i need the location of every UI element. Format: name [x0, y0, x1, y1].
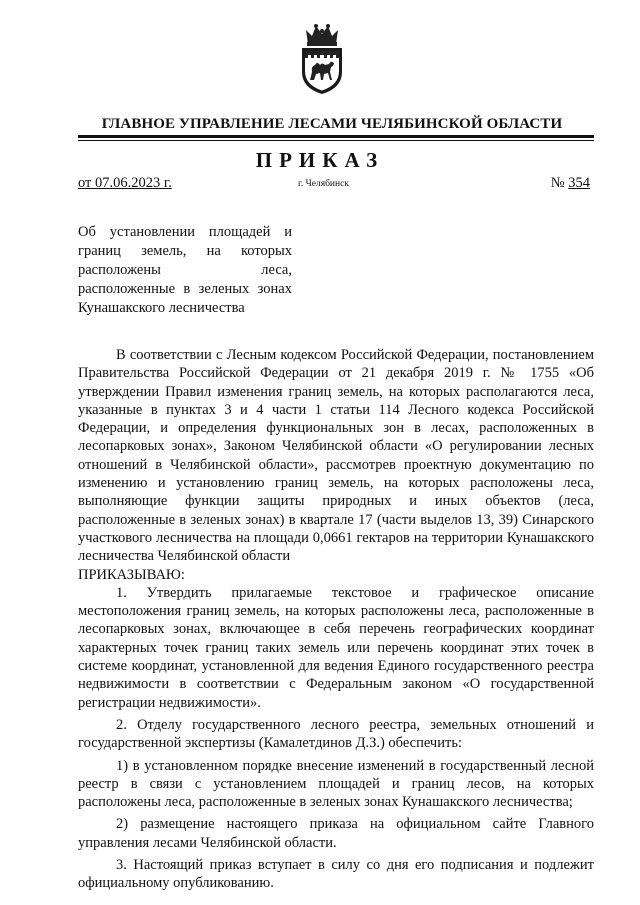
- item-3-paragraph: 3. Настоящий приказ вступает в силу со дня его подписания и подлежит официальному опубликованию.: [78, 857, 594, 892]
- item-2-1-paragraph: 1) в установленном порядке внесение изменений в государственный лесной реестр в связи с установлением площадей и границ лесов, на которых расположены леса, расположенные в зеленых зонах Кунашакского лесничества;: [78, 757, 594, 811]
- organization-name: ГЛАВНОЕ УПРАВЛЕНИЕ ЛЕСАМИ ЧЕЛЯБИНСКОЙ ОБЛАСТИ: [101, 116, 563, 132]
- document-title: ПРИКАЗ: [255, 148, 385, 172]
- number-value: 354: [568, 175, 590, 191]
- document-subject: Об установлении площадей и границ земель, на которых расположены леса, расположенные в зеленых зонах Кунашакского лесничества: [78, 224, 292, 316]
- item-2-2-paragraph: 2) размещение настоящего приказа на официальном сайте Главного управления лесами Челябинской области.: [78, 816, 594, 851]
- item-2-paragraph: 2. Отделу государственного лесного реестра, земельных отношений и государственной экспертизы (Камалетдинов Д.З.) обеспечить:: [78, 716, 594, 752]
- preamble-paragraph: В соответствии с Лесным кодексом Российской Федерации, постановлением Правительства Российской Федерации от 21 декабря 2019 г. № 1755 «Об утверждении Правил изменения границ земель, на которых располагаются леса, указанные в пунктах 3 и 4 части 1 статьи 114 Лесного кодекса Российской Федерации, и определения функциональных зон в лесах, расположенных в лесопарковых зонах», Законом Челябинской области «О регулировании лесных отношений в Челябинской области», рассмотрев проектную документацию по изменению и установлению границ земель, на которых расположены леса, выполняющие функции защиты природных и иных объектов (леса, расположенные в зеленых зонах) в квартале 17 (части выделов 13, 39) Синарского участкового лесничества на площади 0,0661 гектаров на территории Кунашакского лесничества Челябинской области: [78, 347, 594, 565]
- header-rule-thick: [78, 135, 594, 138]
- document-body: [78, 346, 594, 893]
- item-1-paragraph: 1. Утвердить прилагаемые текстовое и графическое описание местоположения границ земель, на которых расположены леса, расположенные в лесопарковых зонах, включающее в себя перечень географических координат характерных точек границ таких земель или перечень координат этих точек в системе координат, установленной для ведения Единого государственного реестра недвижимости в соответствии с Федеральным законом «О государственной регистрации недвижимости».: [78, 584, 594, 711]
- order-word: ПРИКАЗЫВАЮ:: [78, 566, 185, 583]
- document-city: г. Челябинск: [298, 179, 349, 189]
- document-date: от 07.06.2023 г.: [78, 175, 172, 191]
- header-rule-thin: [78, 140, 594, 141]
- number-prefix: №: [550, 175, 569, 191]
- document-number: [551, 175, 590, 192]
- coat-of-arms-icon: [296, 22, 348, 96]
